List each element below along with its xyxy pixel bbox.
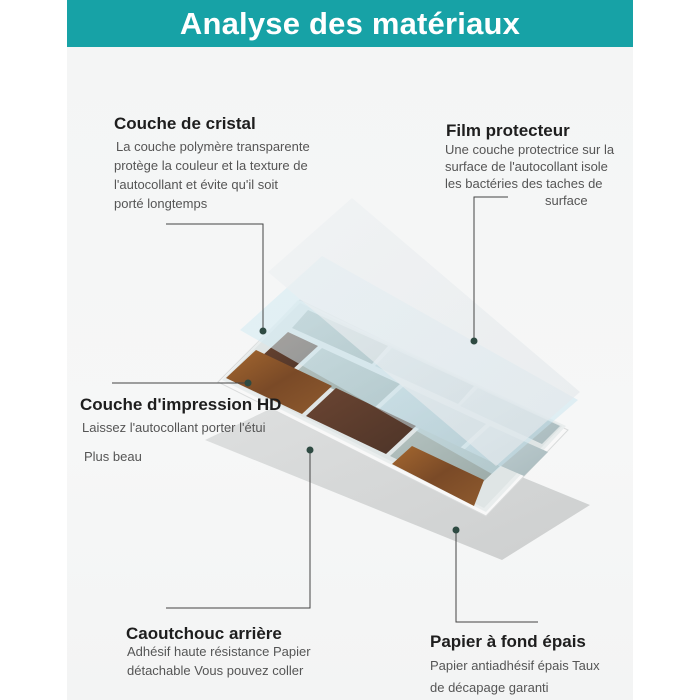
leader-dot-film — [471, 338, 478, 345]
print-desc-line: Plus beau — [84, 449, 142, 464]
film-desc-line: les bactéries des taches de — [445, 176, 603, 191]
paper-desc-line: Papier antiadhésif épais Taux — [430, 658, 600, 673]
page-title: Analyse des matériaux — [179, 5, 521, 41]
print-desc-line: Laissez l'autocollant porter l'étui — [82, 420, 266, 435]
film-desc-line: surface — [545, 193, 588, 208]
leader-dot-rubber — [307, 447, 314, 454]
film-description — [445, 141, 614, 209]
rubber-desc-line: Adhésif haute résistance Papier — [127, 644, 311, 659]
leader-rubber — [166, 450, 310, 608]
crystal-heading: Couche de cristal — [114, 114, 256, 133]
print-heading: Couche d'impression HD — [80, 395, 282, 414]
leader-dot-crystal — [260, 328, 267, 335]
paper-desc-line: de décapage garanti — [430, 680, 549, 695]
film-desc-line: surface de l'autocollant isole — [445, 159, 608, 174]
leader-dot-paper — [453, 527, 460, 534]
crystal-desc-line: La couche polymère transparente — [116, 139, 310, 154]
paper-heading: Papier à fond épais — [430, 632, 586, 651]
crystal-desc-line: protège la couleur et la texture de — [114, 158, 308, 173]
rubber-heading: Caoutchouc arrière — [126, 624, 282, 643]
print-description — [82, 418, 265, 466]
film-desc-line: Une couche protectrice sur la — [445, 142, 615, 157]
film-heading: Film protecteur — [446, 121, 570, 140]
leader-dot-print — [245, 380, 252, 387]
crystal-desc-line: l'autocollant et évite qu'il soit — [114, 177, 278, 192]
rubber-desc-line: détachable Vous pouvez coller — [127, 663, 304, 678]
leader-crystal — [166, 224, 263, 330]
crystal-desc-line: porté longtemps — [114, 196, 208, 211]
rubber-description — [127, 642, 311, 680]
crystal-description — [114, 137, 310, 213]
paper-description — [430, 655, 600, 699]
